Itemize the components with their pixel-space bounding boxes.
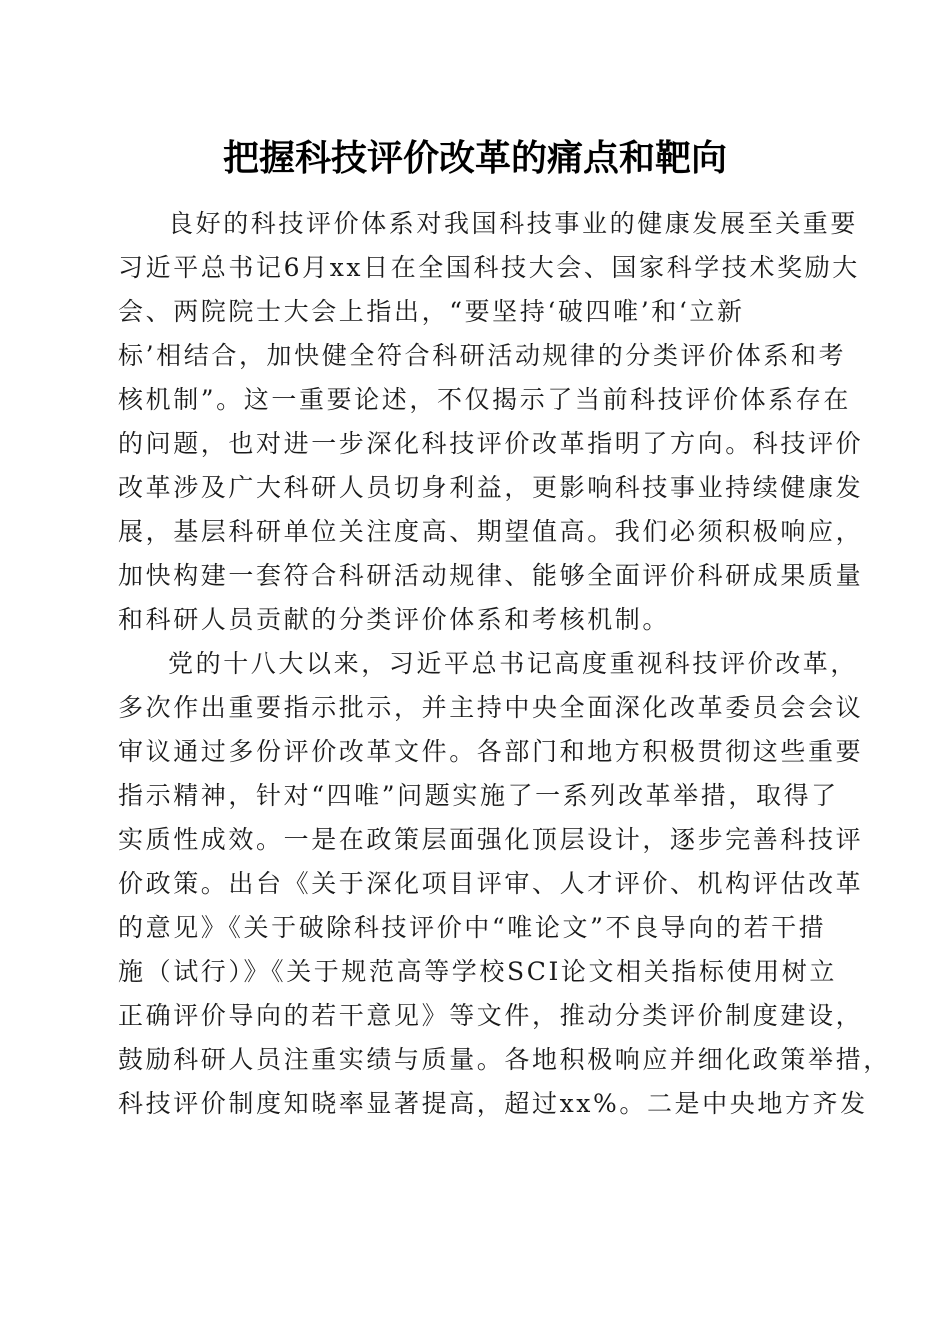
text-line: 审议通过多份评价改革文件。各部门和地方积极贯彻这些重要 (118, 737, 864, 766)
text-line: 核机制”。这一重要论述，不仅揭示了当前科技评价体系存在 (118, 385, 851, 414)
text-line: 实质性成效。一是在政策层面强化顶层设计，逐步完善科技评 (118, 825, 864, 854)
text-line: 科技评价制度知晓率显著提高，超过xx%。二是中央地方齐发 (118, 1089, 868, 1118)
document-body (118, 202, 891, 1126)
text-line: 施（试行）》《关于规范高等学校SCI论文相关指标使用树立 (118, 957, 837, 986)
text-line: 习近平总书记6月xx日在全国科技大会、国家科学技术奖励大 (118, 253, 860, 282)
text-line: 指示精神，针对“四唯”问题实施了一系列改革举措，取得了 (118, 781, 839, 810)
text-line: 标’相结合，加快健全符合科研活动规律的分类评价体系和考 (118, 341, 847, 370)
text-line: 会、两院院士大会上指出，“要坚持‘破四唯’和‘立新 (118, 297, 745, 326)
text-line: 加快构建一套符合科研活动规律、能够全面评价科研成果质量 (118, 561, 864, 590)
paragraph-1 (118, 202, 864, 642)
text-line: 和科研人员贡献的分类评价体系和考核机制。 (118, 605, 671, 634)
text-line: 鼓励科研人员注重实绩与质量。各地积极响应并细化政策举措， (118, 1045, 891, 1074)
text-line: 价政策。出台《关于深化项目评审、人才评价、机构评估改革 (118, 869, 864, 898)
text-line: 良好的科技评价体系对我国科技事业的健康发展至关重要 (168, 209, 859, 238)
text-line: 正确评价导向的若干意见》等文件，推动分类评价制度建设， (118, 1001, 864, 1030)
text-line: 的意见》《关于破除科技评价中“唯论文”不良导向的若干措 (118, 913, 827, 942)
text-line: 多次作出重要指示批示，并主持中央全面深化改革委员会会议 (118, 693, 864, 722)
document-title: 把握科技评价改革的痛点和靶向 (222, 137, 727, 179)
paragraph-2 (118, 642, 891, 1126)
text-line: 展，基层科研单位关注度高、期望值高。我们必须积极响应， (118, 517, 864, 546)
text-line: 党的十八大以来，习近平总书记高度重视科技评价改革， (168, 649, 859, 678)
text-line: 的问题，也对进一步深化科技评价改革指明了方向。科技评价 (118, 429, 864, 458)
text-line: 改革涉及广大科研人员切身利益，更影响科技事业持续健康发 (118, 473, 864, 502)
